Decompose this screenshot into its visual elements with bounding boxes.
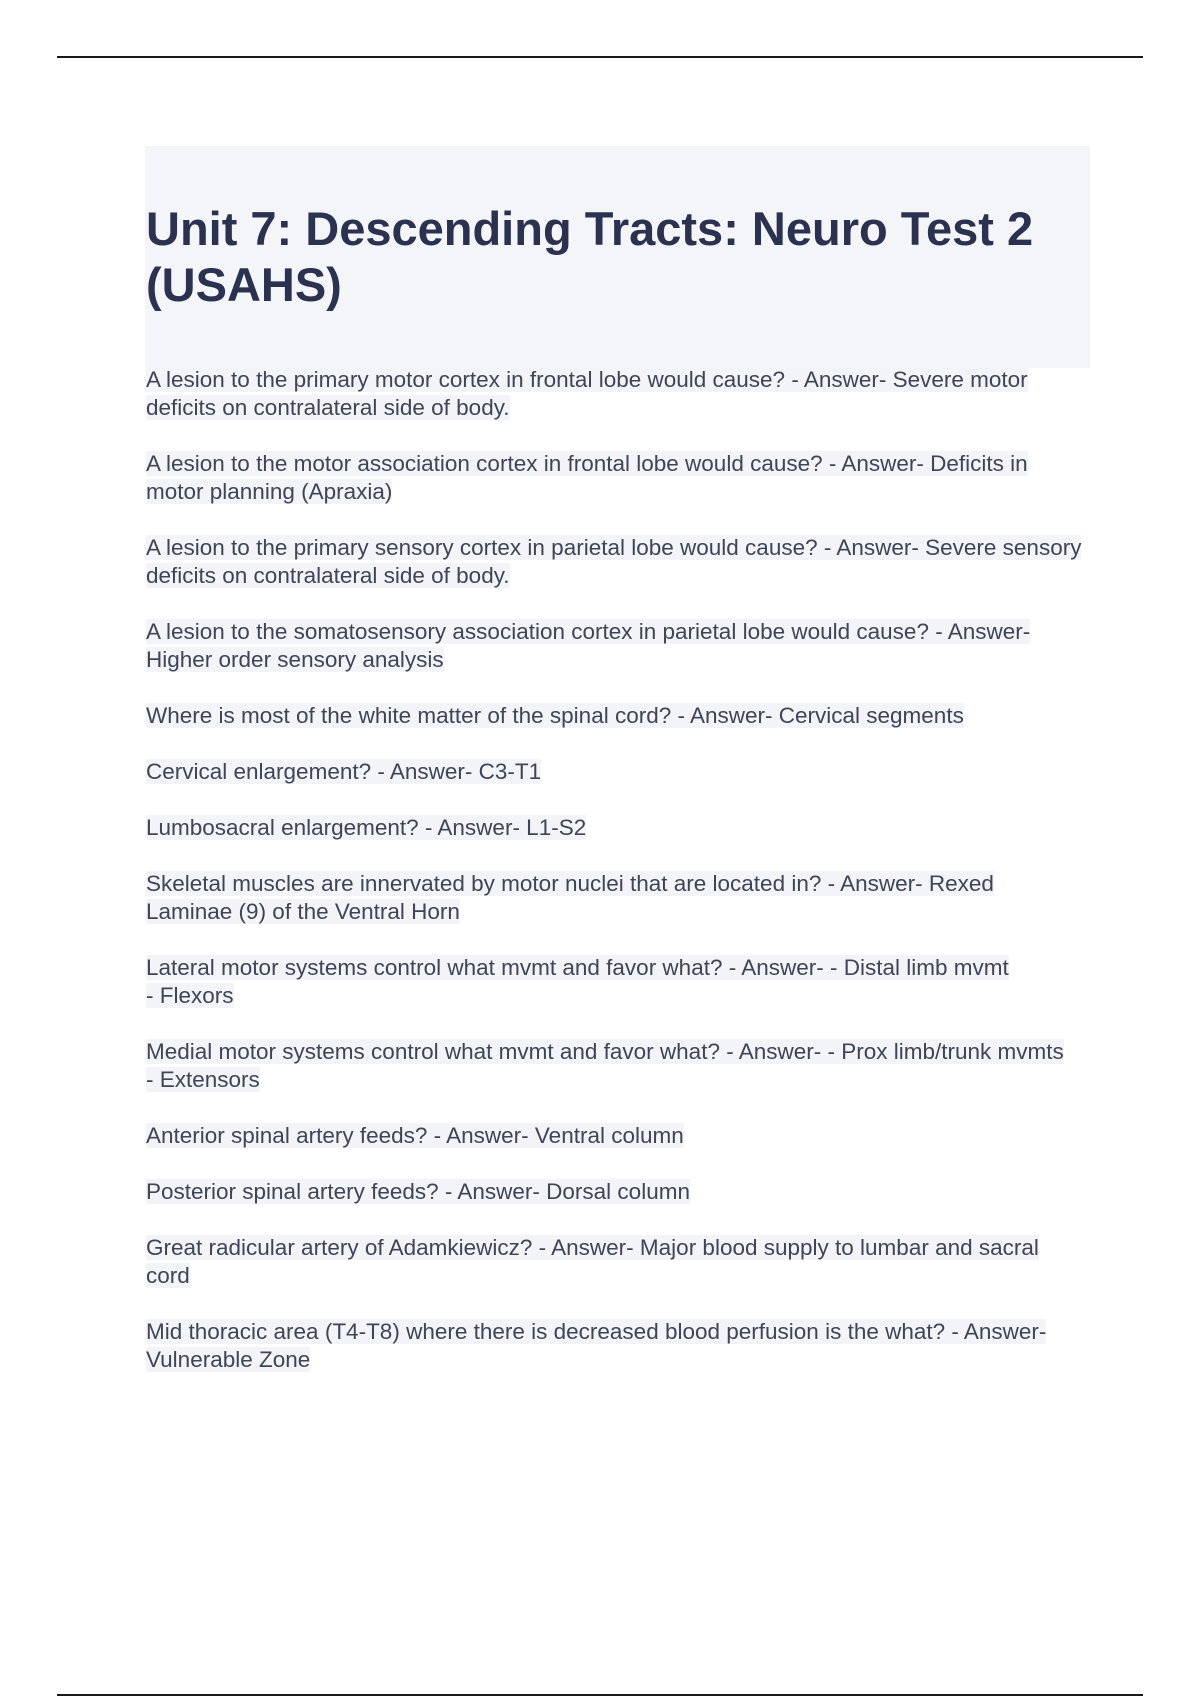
qa-item: A lesion to the motor association cortex in frontal lobe would cause? - Answer- Deficits in motor planning (Apraxia) <box>146 451 1028 504</box>
qa-item: Medial motor systems control what mvmt and favor what? - Answer- - Prox limb/trunk mvmts - Extensors <box>146 1039 1064 1092</box>
qa-item: A lesion to the primary sensory cortex in parietal lobe would cause? - Answer- Severe sensory deficits on contralateral side of body. <box>146 535 1082 588</box>
qa-item: Cervical enlargement? - Answer- C3-T1 <box>146 759 542 784</box>
qa-item: Lateral motor systems control what mvmt and favor what? - Answer- - Distal limb mvmt - Flexors <box>146 955 1009 1008</box>
page-title: Unit 7: Descending Tracts: Neuro Test 2 (USAHS) <box>146 202 1034 311</box>
footer-rule <box>57 1694 1143 1696</box>
qa-list <box>146 366 1086 1402</box>
qa-item: Where is most of the white matter of the spinal cord? - Answer- Cervical segments <box>146 703 964 728</box>
qa-item: Skeletal muscles are innervated by motor nuclei that are located in? - Answer- Rexed Laminae (9) of the Ventral Horn <box>146 871 994 924</box>
qa-item: Great radicular artery of Adamkiewicz? - Answer- Major blood supply to lumbar and sacral cord <box>146 1235 1039 1288</box>
qa-item: A lesion to the somatosensory association cortex in parietal lobe would cause? - Answer- Higher order sensory analysis <box>146 619 1031 672</box>
qa-item: Mid thoracic area (T4-T8) where there is decreased blood perfusion is the what? - Answer- Vulnerable Zone <box>146 1319 1047 1372</box>
qa-item: Lumbosacral enlargement? - Answer- L1-S2 <box>146 815 587 840</box>
qa-item: Posterior spinal artery feeds? - Answer- Dorsal column <box>146 1179 690 1204</box>
header-rule <box>57 56 1143 58</box>
qa-item: A lesion to the primary motor cortex in frontal lobe would cause? - Answer- Severe motor deficits on contralateral side of body. <box>146 367 1028 420</box>
qa-item: Anterior spinal artery feeds? - Answer- Ventral column <box>146 1123 684 1148</box>
